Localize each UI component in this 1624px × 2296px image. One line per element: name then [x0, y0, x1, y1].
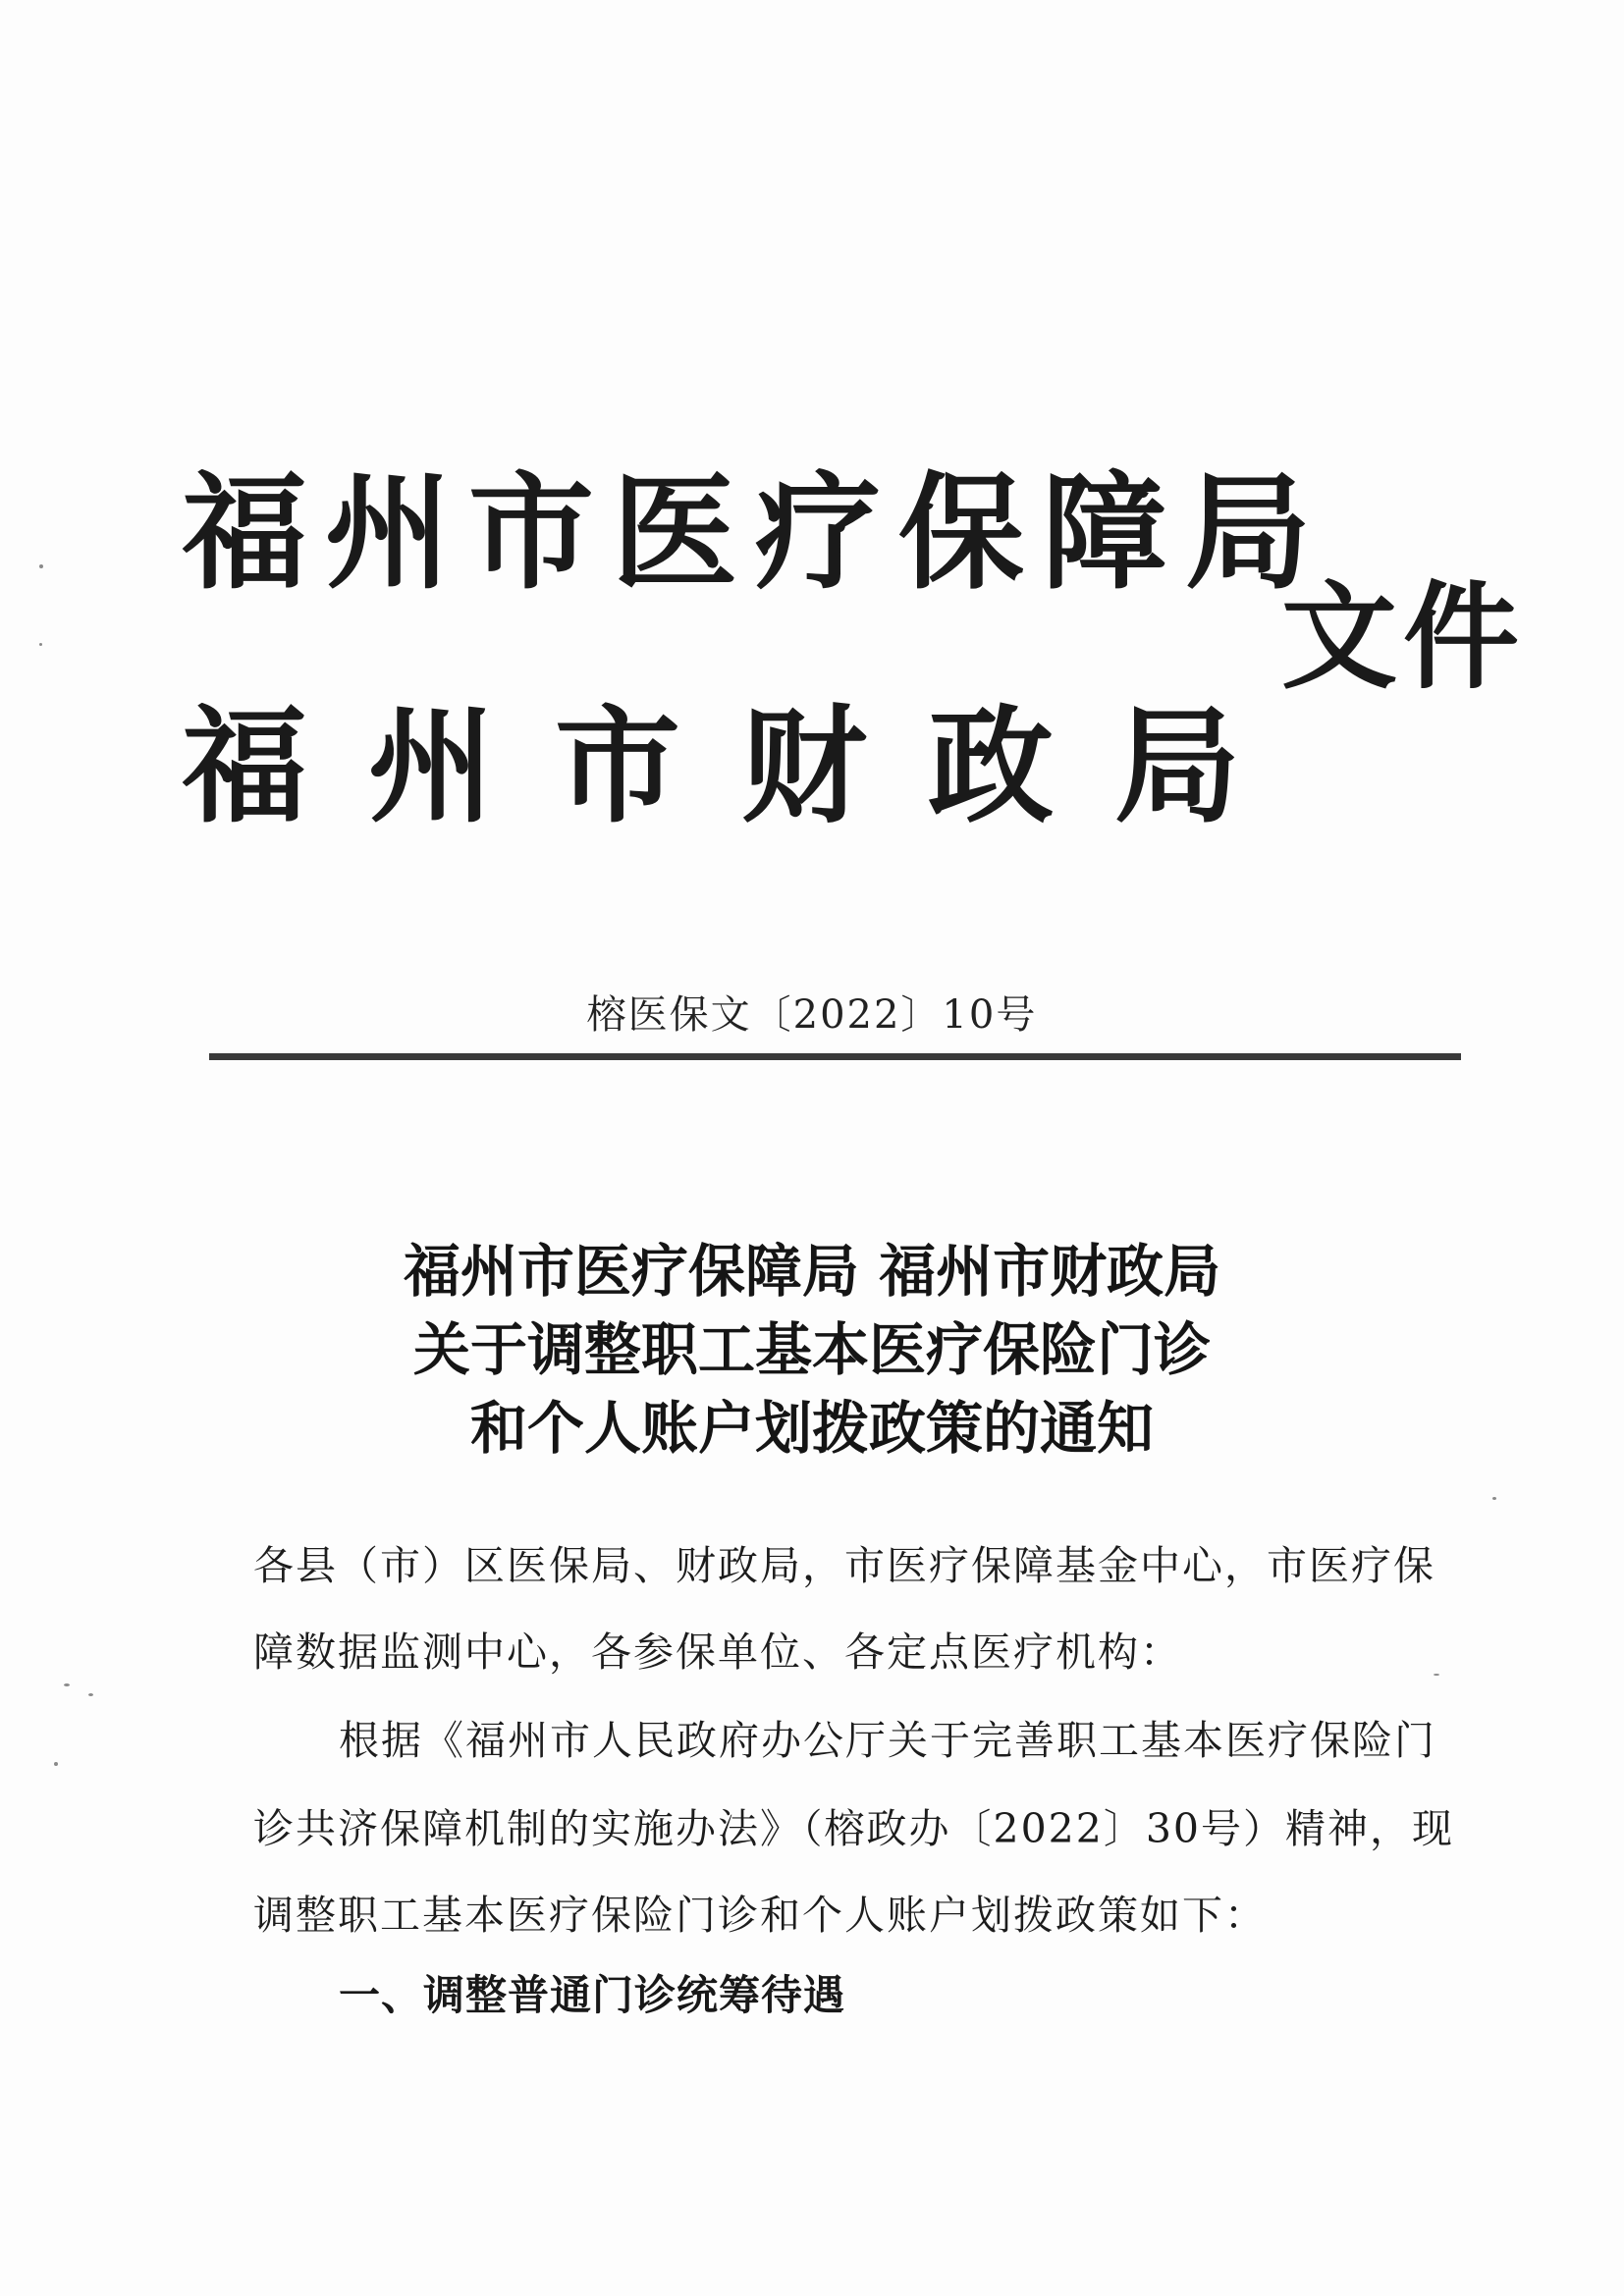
paragraph-line-1: 根据《福州市人民政府办公厅关于完善职工基本医疗保险门 [339, 1717, 1436, 1764]
paragraph-line-3: 调整职工基本医疗保险门诊和个人账户划拨政策如下： [253, 1892, 1267, 1939]
title-line-3: 和个人账户划拨政策的通知 [469, 1395, 1154, 1462]
issuer-name-finance-bureau: 福州市财政局 [182, 694, 1302, 840]
scan-speck [1434, 1674, 1439, 1676]
scan-speck [64, 1683, 70, 1686]
scan-speck [39, 564, 43, 568]
header-separator-line [209, 1053, 1461, 1060]
scan-speck [88, 1693, 93, 1696]
scan-speck [39, 643, 42, 646]
scan-speck [1492, 1497, 1496, 1500]
document-number: 榕医保文〔2022〕10号 [586, 992, 1038, 1038]
addressee-line-2: 障数据监测中心，各参保单位、各定点医疗机构： [253, 1629, 1182, 1676]
scan-speck [54, 1762, 58, 1766]
document-label: 文件 [1281, 569, 1526, 705]
paragraph-line-2: 诊共济保障机制的实施办法》（榕政办〔2022〕30号）精神，现 [253, 1805, 1455, 1852]
issuer-name-medical-security-bureau: 福州市医疗保障局 [182, 460, 1329, 607]
addressee-line-1: 各县（市）区医保局、财政局，市医疗保障基金中心，市医疗保 [253, 1542, 1435, 1589]
title-line-2: 关于调整职工基本医疗保险门诊 [412, 1316, 1211, 1383]
title-line-1: 福州市医疗保障局 福州市财政局 [403, 1238, 1221, 1305]
section-heading-1: 一、调整普通门诊统筹待遇 [339, 1971, 846, 2019]
